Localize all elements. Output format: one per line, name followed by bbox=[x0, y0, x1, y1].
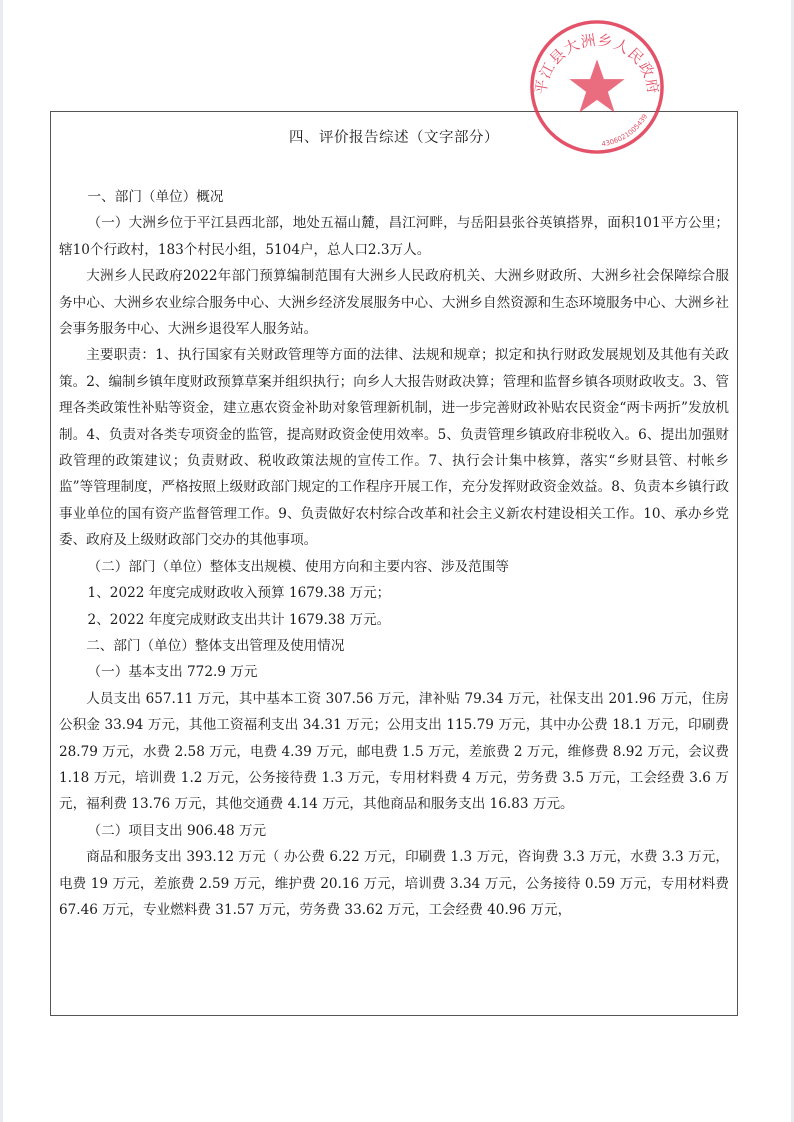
section-1-duties-paragraph: 主要职责：1、执行国家有关财政管理等方面的法律、法规和规章；拟定和执行财政发展规划及其他有关政策。2、编制乡镇年度财政预算草案并组织执行；向乡人大报告财政决算；管理和监督乡镇各项财政收支。3、管理各类政策性补贴等资金，建立惠农资金补助对象管理新机制，进一步完善财政补贴农民资金“两卡两折”发放机制。4、负责对各类专项资金的监管，提高财政资金使用效率。5、负责管理乡镇政府非税收入。6、提出加强财政管理的政策建议；负责财政、税收政策法规的宣传工作。7、执行会计集中核算，落实“乡财县管、村帐乡监”等管理制度，严格按照上级财政部门规定的工作程序开展工作，充分发挥财政资金效益。8、负责本乡镇行政事业单位的国有资产监督管理工作。9、负责做好农村综合改革和社会主义新农村建设相关工作。10、承办乡党委、政府及上级财政部门交办的其他事项。 bbox=[59, 347, 729, 549]
section-2-subtitle-1: （一）基本支出 772.9 万元 bbox=[87, 664, 258, 681]
section-1-item-2: 2、2022 年度完成财政支出共计 1679.38 万元。 bbox=[87, 611, 391, 628]
page-edge-left bbox=[0, 0, 3, 1122]
seal-org-name: 平江县大洲乡人民政府 bbox=[532, 31, 662, 96]
page-title: 四、评价报告综述（文字部分） bbox=[289, 130, 499, 146]
section-2-project-expenditure-paragraph: 商品和服务支出 393.12 万元（ 办公费 6.22 万元，印刷费 1.3 万元，咨询费 3.3 万元，水费 3.3 万元，电费 19 万元，差旅费 2.59 万元，维护费 20.16 万元，培训费 3.34 万元，公务接待 0.59 万元，专用材料费 67.46 万元，专业燃料费 31.57 万元，劳务费 33.62 万元，工会经费 40.96 万元， bbox=[59, 849, 729, 918]
seal-star-icon bbox=[569, 59, 624, 112]
section-1-subtitle-2: （二）部门（单位）整体支出规模、使用方向和主要内容、涉及范围等 bbox=[87, 558, 509, 575]
section-2-subtitle-2: （二）项目支出 906.48 万元 bbox=[87, 822, 267, 839]
section-1-title: 一、部门（单位）概况 bbox=[87, 189, 224, 205]
section-2-title: 二、部门（单位）整体支出管理及使用情况 bbox=[86, 637, 345, 654]
report-body bbox=[59, 184, 729, 923]
official-seal bbox=[528, 18, 666, 156]
section-1-budget-scope-paragraph: 大洲乡人民政府2022年部门预算编制范围有大洲乡人民政府机关、大洲乡财政所、大洲乡社会保障综合服务中心、大洲乡农业综合服务中心、大洲乡经济发展服务中心、大洲乡自然资源和生态环境服务中心、大洲乡社会事务服务中心、大洲乡退役军人服务站。 bbox=[59, 268, 729, 338]
seal-code: 4306021005439 bbox=[601, 112, 650, 149]
section-2-basic-expenditure-paragraph: 人员支出 657.11 万元，其中基本工资 307.56 万元，津补贴 79.34 万元，社保支出 201.96 万元，住房公积金 33.94 万元，其他工资福利支出 34.31 万元；公用支出 115.79 万元，其中办公费 18.1 万元，印刷费 28.79 万元，水费 2.58 万元，电费 4.39 万元，邮电费 1.5 万元，差旅费 2 万元，维修费 8.92 万元，会议费 1.18 万元，培训费 1.2 万元，公务接待费 1.3 万元，专用材料费 4 万元，劳务费 3.5 万元，工会经费 3.6 万元，福利费 13.76 万元，其他交通费 4.14 万元，其他商品和服务支出 16.83 万元。 bbox=[59, 690, 729, 813]
report-frame bbox=[50, 111, 738, 1016]
section-1-item-1: 1、2022 年度完成财政收入预算 1679.38 万元； bbox=[87, 585, 391, 602]
section-1-overview-paragraph: （一）大洲乡位于平江县西北部，地处五福山麓，昌江河畔，与岳阳县张谷英镇搭界，面积101平方公里；辖10个行政村，183个村民小组，5104户，总人口2.3万人。 bbox=[59, 215, 729, 258]
